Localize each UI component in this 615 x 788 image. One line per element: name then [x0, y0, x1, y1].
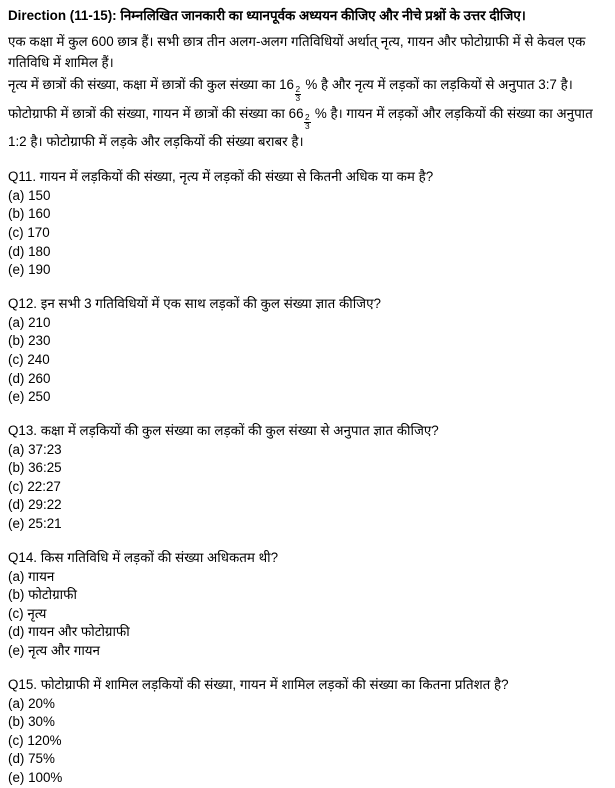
option-q12-e[interactable]: (e) 250 — [8, 389, 51, 405]
option-q13-c[interactable]: (c) 22:27 — [8, 478, 61, 494]
mixed-number-66-two-thirds — [288, 105, 312, 132]
option-q14-d[interactable]: (d) गायन और फोटोग्राफी — [8, 624, 130, 640]
fraction-1-whole: 16 — [279, 77, 295, 93]
option-q15-e[interactable]: (e) 100% — [8, 770, 63, 786]
option-q15-a[interactable]: (a) 20% — [8, 695, 55, 711]
question-block-q15 — [8, 675, 607, 788]
question-block-q11 — [8, 167, 607, 280]
options-list-q15 — [8, 695, 607, 788]
passage-block — [8, 31, 607, 153]
option-q12-d[interactable]: (d) 260 — [8, 370, 51, 386]
option-q15-c[interactable]: (c) 120% — [8, 732, 62, 748]
option-q13-a[interactable]: (a) 37:23 — [8, 441, 62, 457]
mixed-number-16-two-thirds — [279, 77, 302, 103]
question-text-q14: Q14. किस गतिविधि में लड़कों की संख्या अधिकतम थी? — [8, 549, 279, 565]
option-q13-d[interactable]: (d) 29:22 — [8, 497, 62, 513]
passage-line-2-part-1: नृत्य में छात्रों की संख्या, कक्षा में छात्रों की कुल संख्या का — [8, 77, 280, 93]
question-text-q11: Q11. गायन में लड़कियों की संख्या, नृत्य में लड़कों की संख्या से कितनी अधिक या कम है? — [8, 168, 434, 184]
fraction-1-numerator: 2 — [295, 83, 301, 94]
option-q14-c[interactable]: (c) नृत्य — [8, 605, 47, 621]
fraction-2-numerator: 2 — [305, 112, 310, 123]
options-list-q14 — [8, 568, 607, 661]
option-q11-b[interactable]: (b) 160 — [8, 206, 51, 222]
direction-label: Direction (11-15): — [8, 8, 117, 23]
option-q11-a[interactable]: (a) 150 — [8, 187, 51, 203]
question-block-q14 — [8, 548, 607, 661]
option-q15-d[interactable]: (d) 75% — [8, 751, 55, 767]
direction-block — [8, 5, 607, 27]
question-text-q15: Q15. फोटोग्राफी में शामिल लड़कियों की संख्या, गायन में शामिल लड़कों की संख्या का कितना प्रतिशत है? — [8, 676, 509, 692]
question-block-q13 — [8, 421, 607, 534]
option-q14-b[interactable]: (b) फोटोग्राफी — [8, 587, 77, 603]
fraction-1 — [295, 83, 302, 103]
spacer — [8, 534, 607, 548]
options-list-q13 — [8, 441, 607, 534]
passage-line-2 — [8, 74, 607, 153]
spacer — [8, 153, 607, 167]
option-q12-a[interactable]: (a) 210 — [8, 314, 51, 330]
passage-line-1: एक कक्षा में कुल 600 छात्र हैं। सभी छात्र तीन अलग-अलग गतिविधियों अर्थात् नृत्य, गायन और फोटोग्राफी में से केवल एक गतिविधि में शामिल हैं। — [8, 33, 586, 71]
question-text-q12: Q12. इन सभी 3 गतिविधियों में एक साथ लड़कों की कुल संख्या ज्ञात कीजिए? — [8, 295, 381, 311]
option-q12-c[interactable]: (c) 240 — [8, 351, 50, 367]
fraction-1-denominator: 3 — [295, 92, 301, 103]
option-q14-a[interactable]: (a) गायन — [8, 568, 55, 584]
spacer — [8, 407, 607, 421]
direction-instruction: निम्नलिखित जानकारी का ध्यानपूर्वक अध्ययन कीजिए और नीचे प्रश्नों के उत्तर दीजिए। — [120, 8, 526, 23]
option-q13-e[interactable]: (e) 25:21 — [8, 516, 62, 532]
options-list-q11 — [8, 187, 607, 280]
fraction-2-denominator: 3 — [305, 121, 310, 132]
spacer — [8, 661, 607, 675]
passage-line-2-part-3: % है। गायन में लड़कों और लड़कियों की संख्या का अनुपात 1:2 है। फोटोग्राफी में लड़के और लड़कियों की संख्या बराबर है। — [8, 105, 593, 149]
question-text-q13: Q13. कक्षा में लड़कियों की कुल संख्या का लड़कों की कुल संख्या से अनुपात ज्ञात कीजिए? — [8, 422, 439, 438]
fraction-2 — [304, 114, 311, 131]
fraction-2-whole: 66 — [288, 105, 304, 121]
options-list-q12 — [8, 314, 607, 407]
passage-line-2-part-2: % है और नृत्य में लड़कों का लड़कियों से अनुपात 3:7 है। फोटोग्राफी में छात्रों की संख्या, गायन में छात्रों की संख्या का — [8, 77, 573, 121]
option-q12-b[interactable]: (b) 230 — [8, 333, 51, 349]
option-q11-e[interactable]: (e) 190 — [8, 262, 51, 278]
spacer — [8, 280, 607, 294]
option-q11-d[interactable]: (d) 180 — [8, 243, 51, 259]
option-q13-b[interactable]: (b) 36:25 — [8, 460, 62, 476]
option-q14-e[interactable]: (e) नृत्य और गायन — [8, 643, 100, 659]
question-block-q12 — [8, 294, 607, 407]
option-q11-c[interactable]: (c) 170 — [8, 224, 50, 240]
option-q15-b[interactable]: (b) 30% — [8, 714, 55, 730]
